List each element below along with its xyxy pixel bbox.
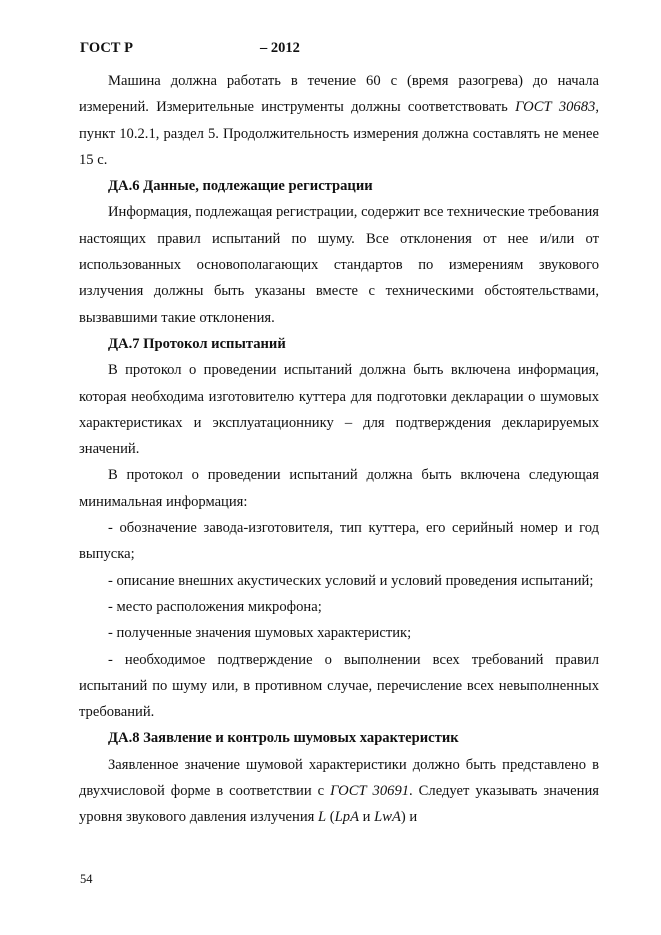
section-heading-da7: ДА.7 Протокол испытаний (108, 335, 286, 352)
list-item: - место расположения микрофона; (108, 598, 322, 615)
header-year: – 2012 (260, 40, 300, 56)
list-item: - обозначение завода-изготовителя, тип куттера, его серийный номер и год выпуска; (79, 520, 599, 563)
document-body (79, 68, 599, 831)
paragraph-text: Машина должна работать в течение 60 с (время разогрева) до начала измерений. Измерительные инструменты должны соответствовать (79, 73, 599, 116)
paragraph-text: , пункт 10.2.1, раздел 5. Продолжительность измерения должна составлять не менее 15 с. (79, 99, 599, 168)
symbol-l: L (318, 809, 327, 826)
symbol-lwa: LwA (374, 809, 401, 826)
symbol-lpa: LpA (334, 809, 359, 826)
list-item: - полученные значения шумовых характеристик; (108, 625, 412, 642)
paragraph-text: Заявленное значение шумовой характеристики должно быть представлено в двухчисловой форме в соответствии с (79, 756, 599, 800)
paragraph-text: ( (326, 809, 335, 826)
standard-reference: ГОСТ 30691 (330, 783, 410, 800)
header-standard: ГОСТ Р (80, 40, 133, 56)
section-heading-da8: ДА.8 Заявление и контроль шумовых характеристик (108, 730, 459, 747)
standard-reference: ГОСТ 30683 (515, 99, 596, 116)
paragraph-declaration (79, 752, 599, 831)
section-heading-da6: ДА.6 Данные, подлежащие регистрации (108, 178, 373, 195)
list-item: - необходимое подтверждение о выполнении всех требований правил испытаний по шуму или, в противном случае, перечисление всех невыполненных требований. (79, 651, 599, 721)
page-header (80, 40, 300, 57)
paragraph-text: и (358, 809, 375, 826)
paragraph-warmup (79, 68, 599, 173)
page-number: 54 (80, 872, 93, 886)
paragraph-protocol: В протокол о проведении испытаний должна быть включена информация, которая необходима изготовителю куттера для подготовки декларации о шумовых характеристиках и эксплуатационнику – для подтверждения декларируемых значений. (79, 362, 599, 458)
paragraph-text: ) и (400, 809, 418, 826)
paragraph-text: . Следует указывать значения уровня звукового давления излучения (79, 783, 599, 826)
paragraph-registration: Информация, подлежащая регистрации, содержит все технические требования настоящих правил испытаний по шуму. Все отклонения от нее и/или от использованных основополагающих стандартов по измерениям звукового излучения должны быть указаны вместе с техническими обстоятельствами, вызвавшими такие отклонения. (79, 204, 599, 326)
paragraph-minimal-info: В протокол о проведении испытаний должна быть включена следующая минимальная информация: (79, 467, 599, 510)
list-item: - описание внешних акустических условий и условий проведения испытаний; (108, 572, 594, 589)
